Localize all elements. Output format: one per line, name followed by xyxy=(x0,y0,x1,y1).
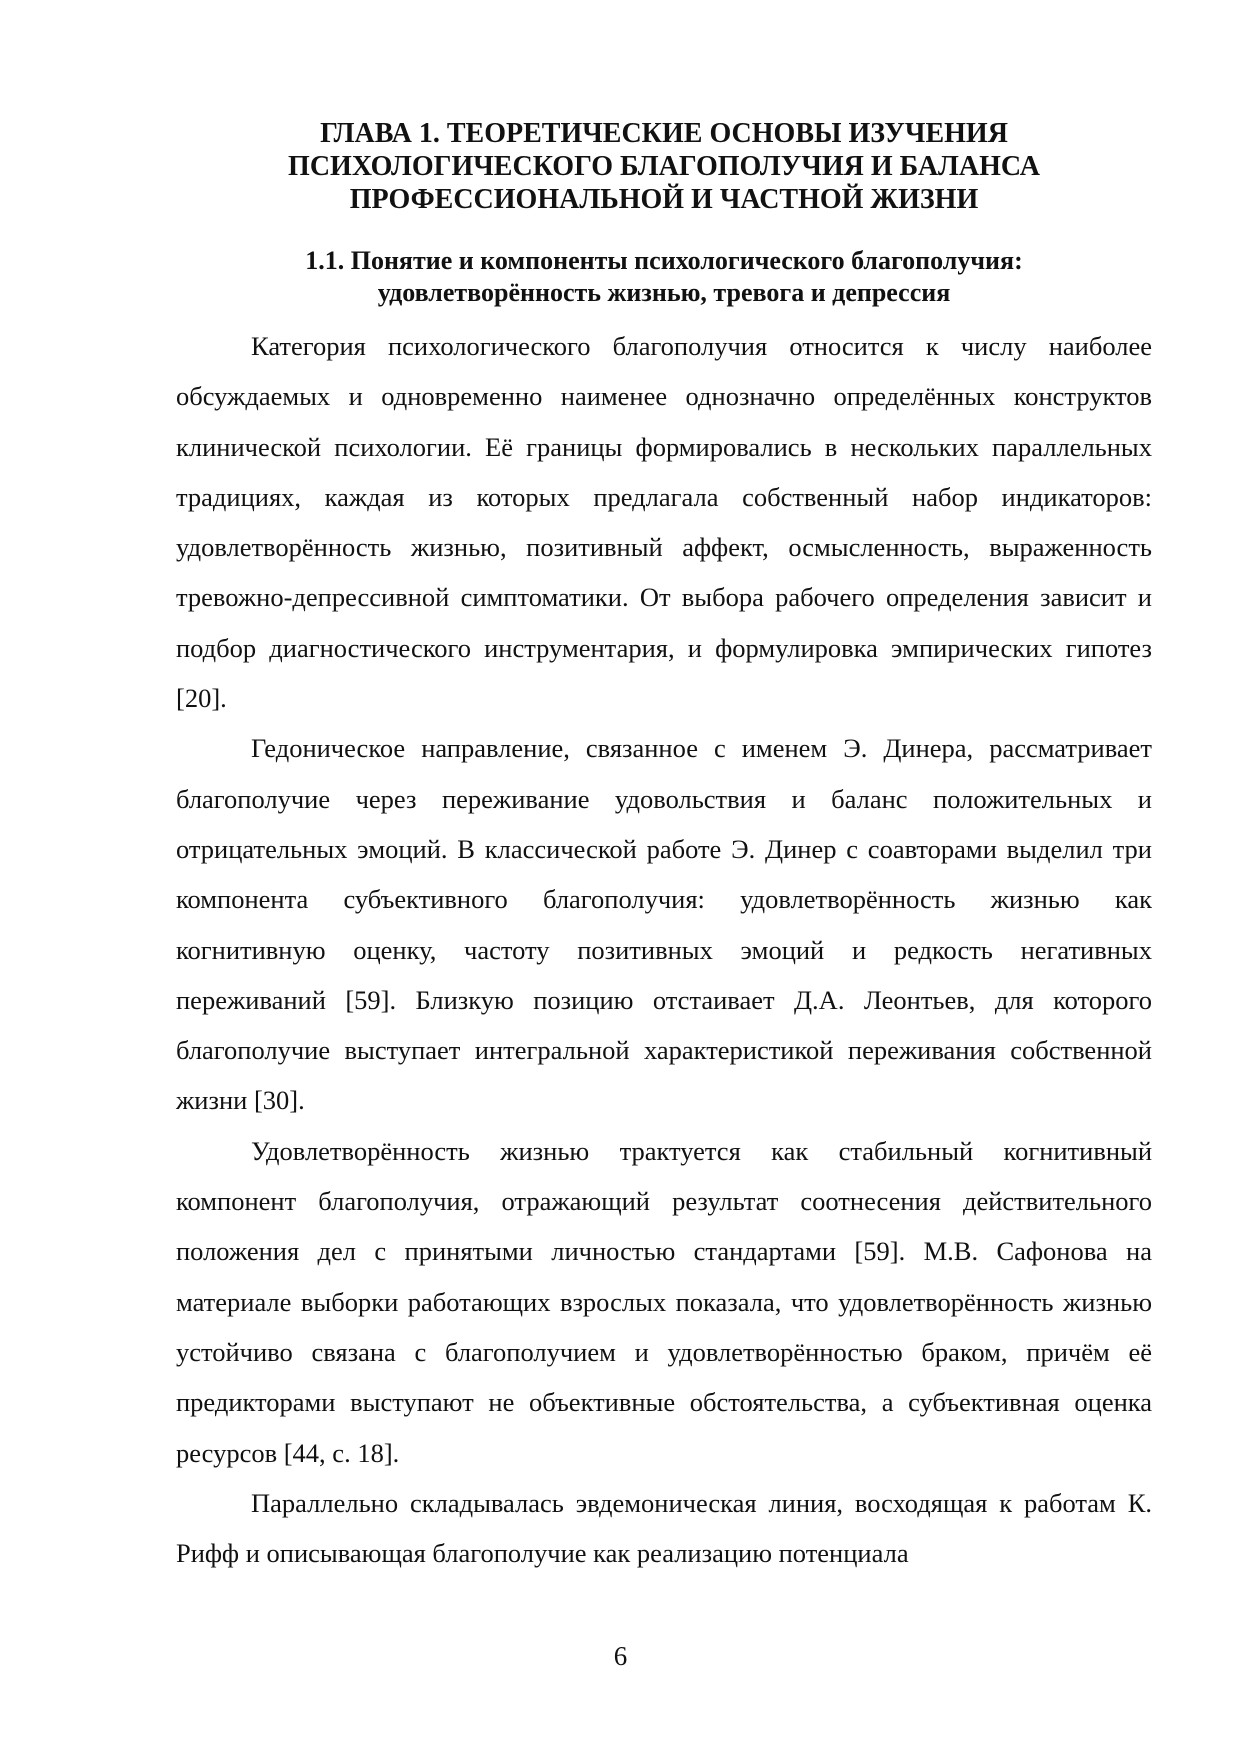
chapter-title-line: ПРОФЕССИОНАЛЬНОЙ И ЧАСТНОЙ ЖИЗНИ xyxy=(349,184,979,215)
paragraph: Гедоническое направление, связанное с именем Э. Динера, рассматривает благополучие через переживание удовольствия и баланс положительных и отрицательных эмоций. В классической работе Э. Динер с соавторами выделил три компонента субъективного благополучия: удовлетворённость жизнью как когнитивную оценку, частоту позитивных эмоций и редкость негативных переживаний [59]. Близкую позицию отстаивает Д.А. Леонтьев, для которого благополучие выступает интегральной характеристикой переживания собственной жизни [30]. xyxy=(176,733,1152,1116)
chapter-title-line: ПСИХОЛОГИЧЕСКОГО БЛАГОПОЛУЧИЯ И БАЛАНСА xyxy=(288,151,1040,182)
chapter-title xyxy=(176,117,1152,216)
paragraph: Категория психологического благополучия относится к числу наиболее обсуждаемых и одновременно наименее однозначно определённых конструктов клинической психологии. Её границы формировались в нескольких параллельных традициях, каждая из которых предлагала собственный набор индикаторов: удовлетворённость жизнью, позитивный аффект, осмысленность, выраженность тревожно-депрессивной симптоматики. От выбора рабочего определения зависит и подбор диагностического инструментария, и формулировка эмпирических гипотез [20]. xyxy=(176,331,1152,714)
section-title-line: 1.1. Понятие и компоненты психологического благополучия: xyxy=(305,246,1023,275)
paragraph: Параллельно складывалась эвдемоническая линия, восходящая к работам К. Рифф и описывающая благополучие как реализацию потенциала xyxy=(176,1487,1152,1569)
section-title-line: удовлетворённость жизнью, тревога и депрессия xyxy=(377,278,951,307)
body-text xyxy=(176,321,1152,1578)
section-title xyxy=(176,245,1152,309)
chapter-title-line: ГЛАВА 1. ТЕОРЕТИЧЕСКИЕ ОСНОВЫ ИЗУЧЕНИЯ xyxy=(320,118,1008,149)
page-number: 6 xyxy=(613,1641,628,1671)
paragraph: Удовлетворённость жизнью трактуется как стабильный когнитивный компонент благополучия, отражающий результат соотнесения действительного положения дел с принятыми личностью стандартами [59]. М.В. Сафонова на материале выборки работающих взрослых показала, что удовлетворённость жизнью устойчиво связана с благополучием и удовлетворённостью браком, причём её предикторами выступают не объективные обстоятельства, а субъективная оценка ресурсов [44, с. 18]. xyxy=(176,1135,1152,1468)
